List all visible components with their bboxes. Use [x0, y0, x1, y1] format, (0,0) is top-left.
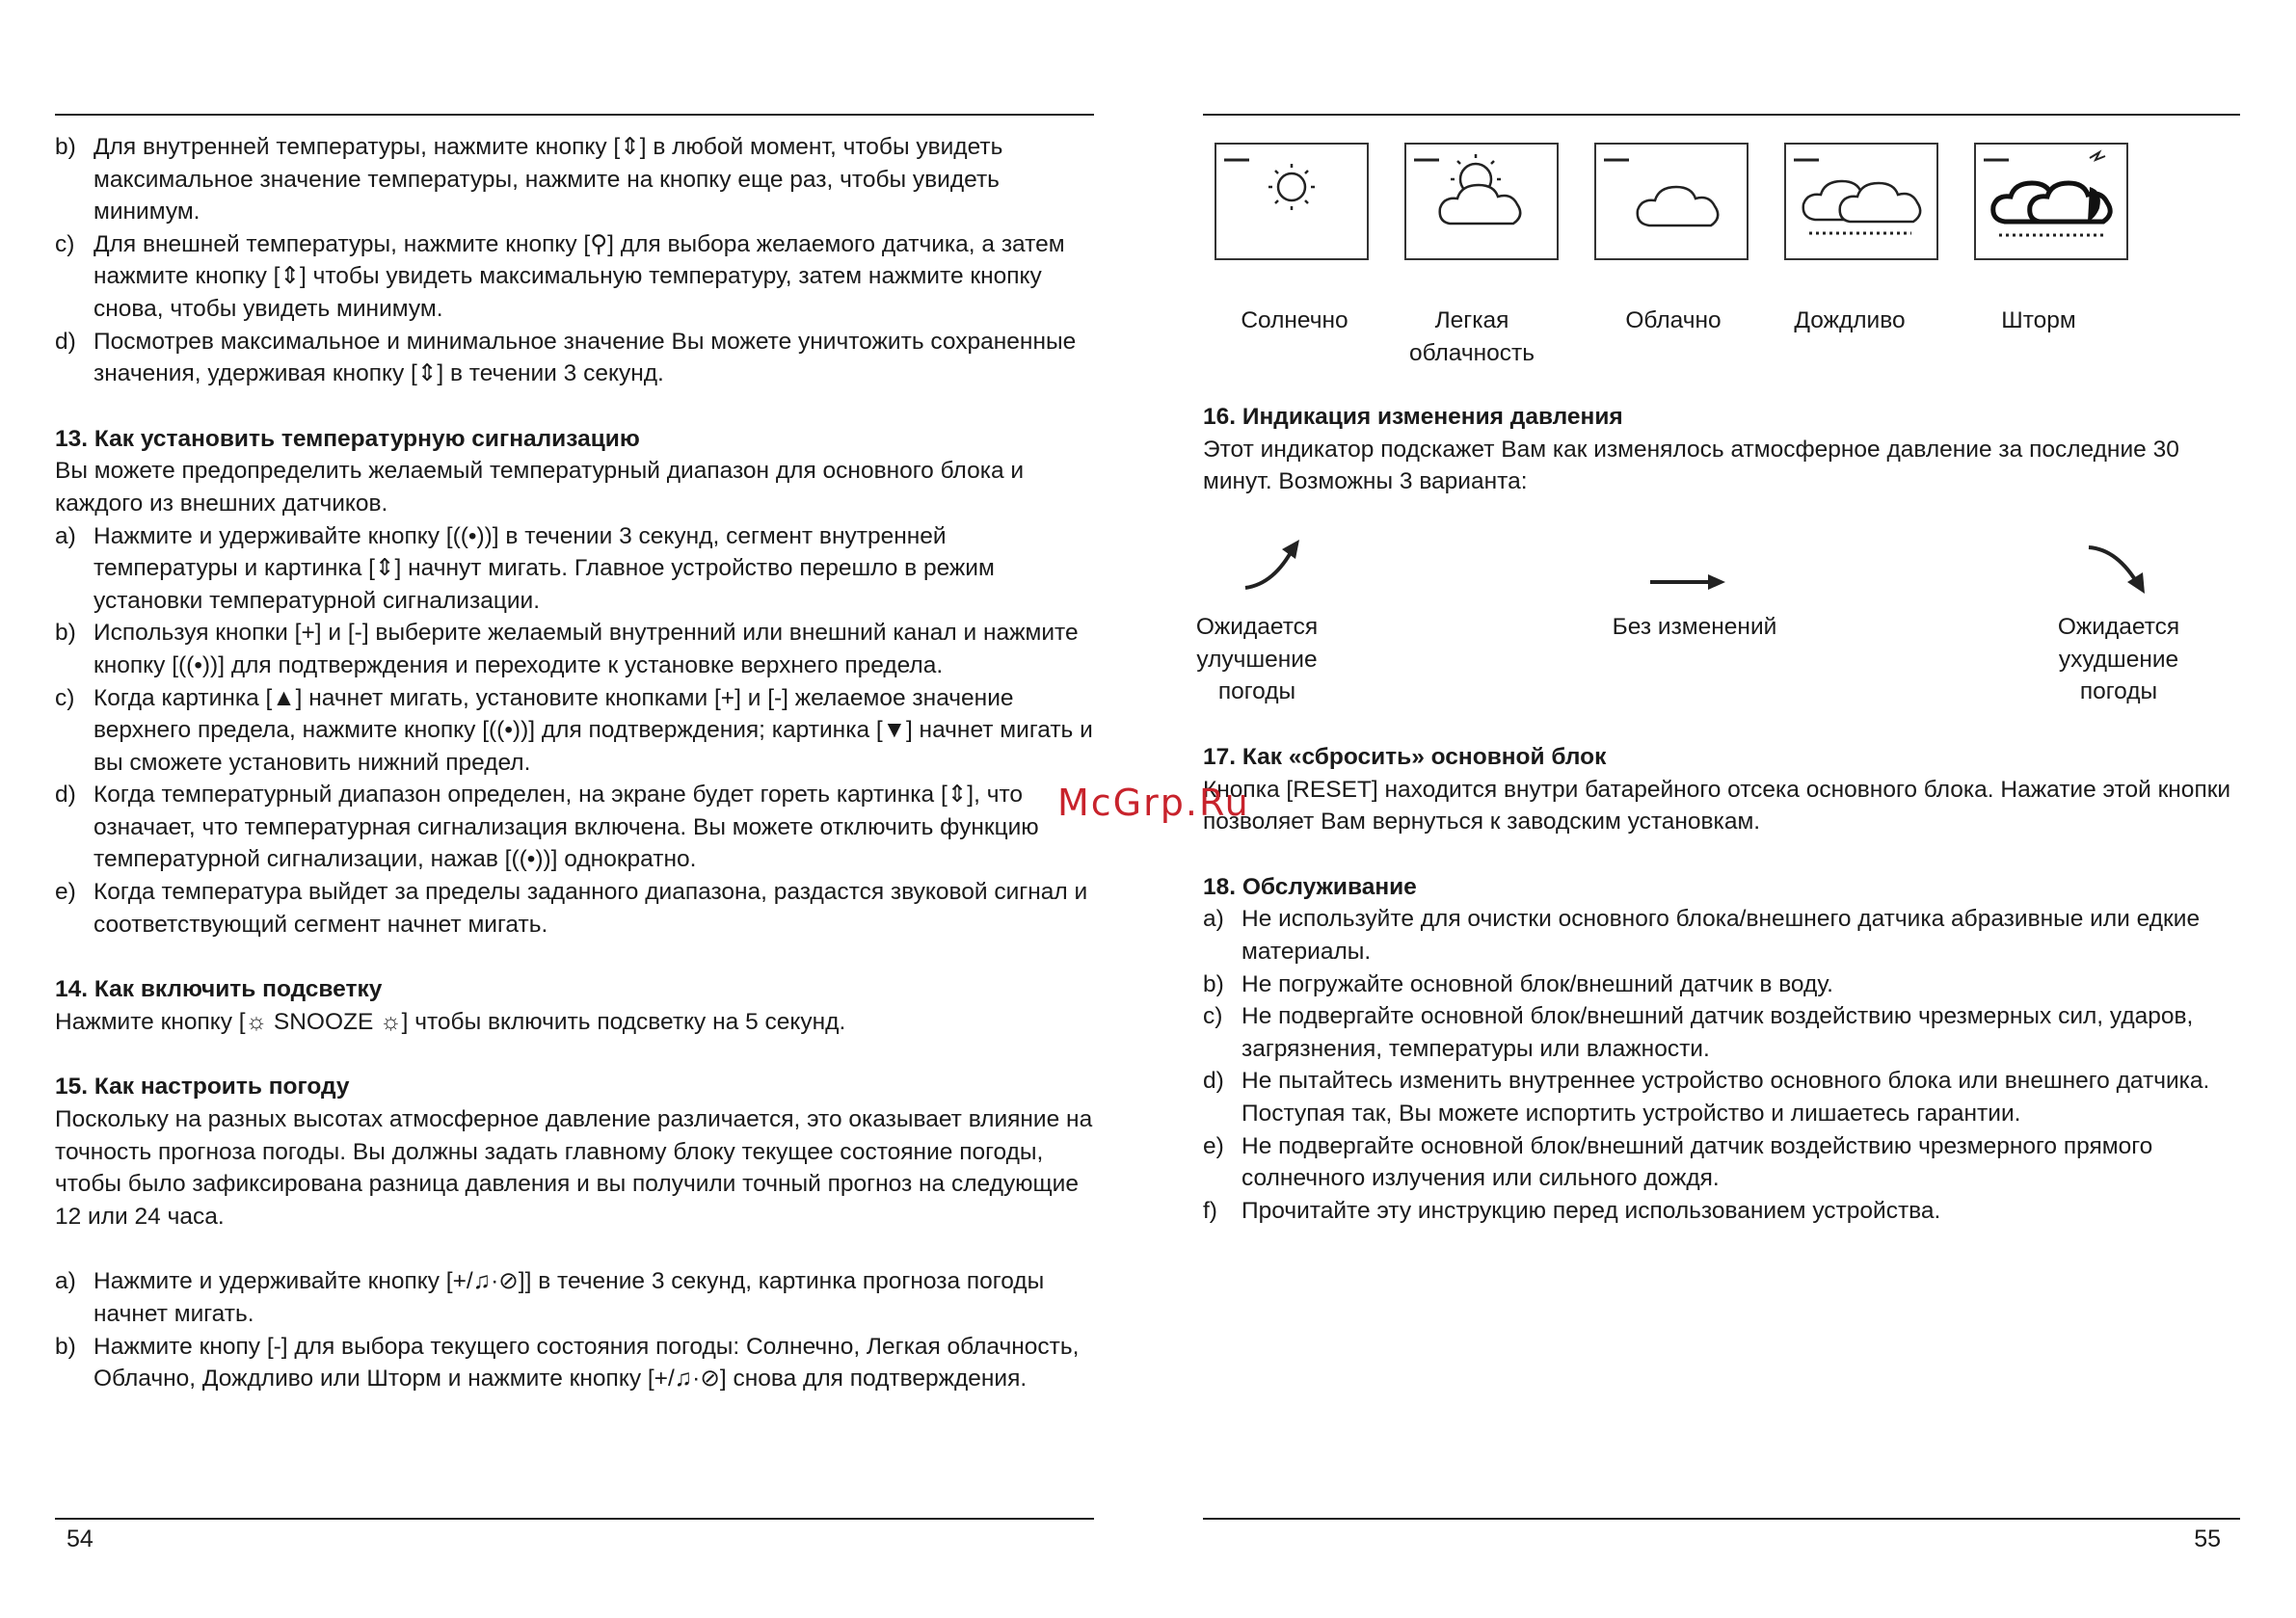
arrow-right-icon	[1646, 570, 1727, 594]
watermark: McGrp.Ru	[1057, 782, 1250, 824]
page-number: 54	[67, 1525, 93, 1552]
section-16-heading: 16. Индикация изменения давления	[1203, 404, 1623, 430]
partly-cloudy-icon	[1404, 143, 1559, 260]
list-item: b) Не погружайте основной блок/внешний датчик в воду.	[1203, 970, 1833, 997]
cloud-icon	[1594, 143, 1749, 260]
storm-icon	[1974, 143, 2128, 260]
list-item: c) Когда картинка [▲] начнет мигать, установите кнопками [+] и [-] желаемое значение верхнего предела, нажмите кнопку [((•))] для подтверждения; картинка [▼] начнет мигать и вы сможете установить нижний предел.	[55, 684, 1093, 776]
weather-label: Дождливо	[1794, 307, 1906, 333]
sun-icon	[1215, 143, 1369, 260]
weather-icons-row	[1215, 143, 2130, 263]
list-item: b) Используя кнопки [+] и [-] выберите желаемый внутренний или внешний канал и нажмите кнопку [((•))] для подтверждения и переходите к установке верхнего предела.	[55, 620, 1079, 678]
list-item: a) Нажмите и удерживайте кнопку [+/♫·⊘]] в течение 3 секунд, картинка прогноза погоды начнет мигать.	[55, 1268, 1045, 1327]
weather-label: Солнечно	[1241, 307, 1348, 333]
right-page	[1195, 0, 2240, 1618]
list-item: c) Для внешней температуры, нажмите кнопку [⚲] для выбора желаемого датчика, а затем нажмите кнопку [⇕] чтобы увидеть максимальную температуру, затем нажмите кнопку снова, чтобы увидеть минимум.	[55, 230, 1065, 322]
list-item: a) Не используйте для очистки основного блока/внешнего датчика абразивные или едкие материалы.	[1203, 906, 2201, 965]
arrow-down-right-icon	[2085, 540, 2162, 597]
list-item: f) Прочитайте эту инструкцию перед использованием устройства.	[1203, 1197, 1941, 1224]
list-item: a) Нажмите и удерживайте кнопку [((•))] в течении 3 секунд, сегмент внутренней температуры и картинка [⇕] начнут мигать. Главное устройство перешло в режим установки температурной сигнализации.	[55, 522, 995, 614]
list-item: e) Когда температура выйдет за пределы заданного диапазона, раздастся звуковой сигнал и соответствующий сегмент начнет мигать.	[55, 879, 1088, 938]
list-item: d) Посмотрев максимальное и минимальное значение Вы можете уничтожить сохраненные значения, удерживая кнопку [⇕] в течении 3 секунд.	[55, 328, 1077, 387]
list-item: b) Для внутренней температуры, нажмите кнопку [⇕] в любой момент, чтобы увидеть максимальное значение температуры, нажмите на кнопку еще раз, чтобы увидеть минимум.	[55, 134, 1003, 225]
top-rule	[1203, 114, 2240, 116]
left-page	[55, 0, 1094, 1618]
section-15-intro: Поскольку на разных высотах атмосферное давление различается, это оказывает влияние на точность прогноза погоды. Вы должны задать главному блоку текущее состояние погоды, чтобы было зафиксирована разница давления и вы получили точный прогноз на следующие 12 или 24 часа.	[55, 1106, 1093, 1230]
section-13-intro: Вы можете предопределить желаемый температурный диапазон для основного блока и каждого из внешних датчиков.	[55, 458, 1025, 517]
trend-label: Ожидается ухудшение погоды	[2057, 614, 2180, 705]
trend-label: Ожидается улучшение погоды	[1195, 614, 1319, 705]
page-number: 55	[2194, 1525, 2221, 1552]
rain-icon	[1784, 143, 1938, 260]
section-17-text: Кнопка [RESET] находится внутри батарейного отсека основного блока. Нажатие этой кнопки позволяет Вам вернуться к заводским установкам.	[1203, 776, 2231, 836]
trend-label: Без изменений	[1612, 614, 1777, 640]
list-item: b) Нажмите кнопу [-] для выбора текущего состояния погоды: Солнечно, Легкая облачность, Облачно, Дождливо или Шторм и нажмите кнопку [+/♫·⊘] снова для подтверждения.	[55, 1333, 1080, 1393]
list-item: e) Не подвергайте основной блок/внешний датчик воздействию чрезмерного прямого солнечного излучения или сильного дождя.	[1203, 1132, 2153, 1192]
section-15-heading: 15. Как настроить погоду	[55, 1074, 350, 1101]
section-17-heading: 17. Как «сбросить» основной блок	[1203, 744, 1607, 770]
weather-label: Легкая облачность	[1408, 307, 1535, 366]
section-16-text: Этот индикатор подскажет Вам как изменялось атмосферное давление за последние 30 минут. Возможны 3 варианта:	[1203, 436, 2179, 495]
arrow-up-right-icon	[1240, 536, 1317, 594]
bottom-rule	[1203, 1518, 2240, 1520]
weather-label: Облачно	[1625, 307, 1722, 333]
section-14-text: Нажмите кнопку [☼ SNOOZE ☼] чтобы включить подсветку на 5 секунд.	[55, 1008, 846, 1035]
section-13-heading: 13. Как установить температурную сигнализацию	[55, 425, 640, 452]
list-item: d) Не пытайтесь изменить внутреннее устройство основного блока или внешнего датчика. Поступая так, Вы можете испортить устройство и лишаетесь гарантии.	[1203, 1068, 2210, 1127]
left-content	[55, 131, 1094, 1395]
weather-label: Шторм	[2001, 307, 2076, 333]
top-rule	[55, 114, 1094, 116]
section-14-heading: 14. Как включить подсветку	[55, 976, 383, 1003]
list-item: c) Не подвергайте основной блок/внешний датчик воздействию чрезмерных сил, ударов, загрязнения, температуры или влажности.	[1203, 1003, 2194, 1062]
list-item: d) Когда температурный диапазон определен, на экране будет гореть картинка [⇕], что означает, что температурная сигнализация включена. Вы можете отключить функцию температурной сигнализации, нажав [((•))] однократно.	[55, 782, 1039, 873]
section-18-heading: 18. Обслуживание	[1203, 873, 1417, 900]
bottom-rule	[55, 1518, 1094, 1520]
